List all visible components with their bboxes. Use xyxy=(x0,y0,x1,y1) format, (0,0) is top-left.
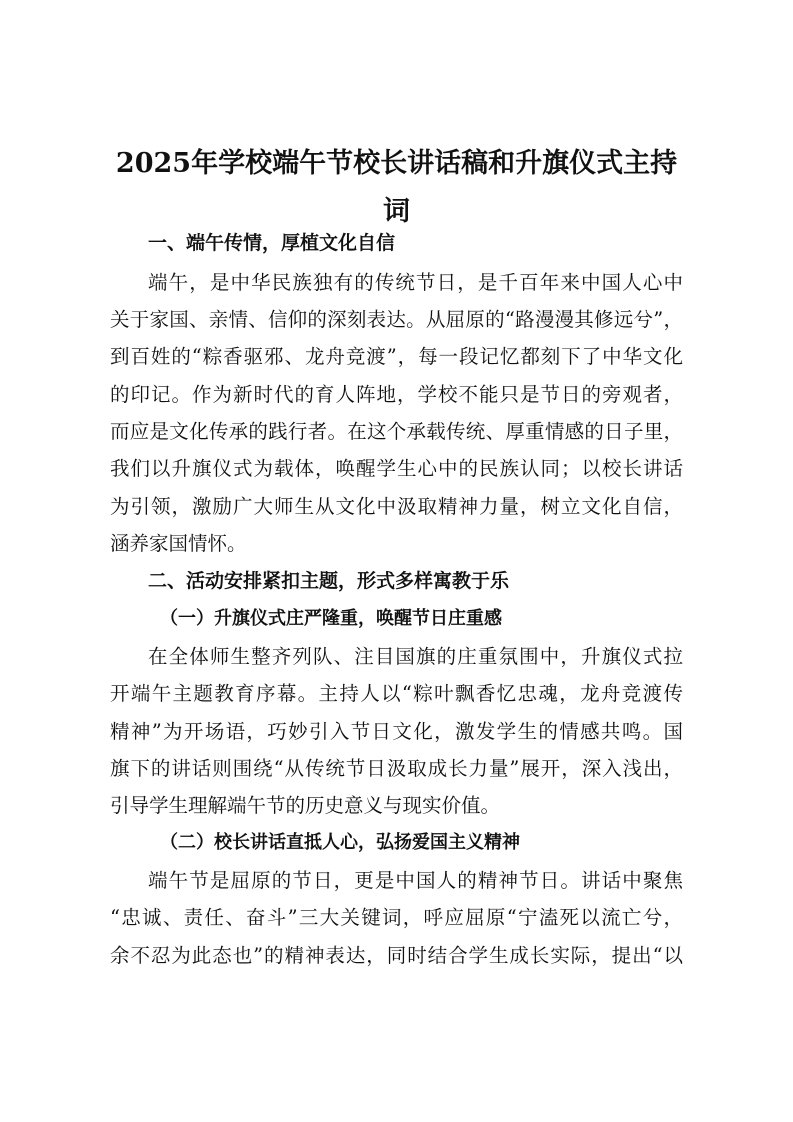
paragraph-line: 端午，是中华民族独有的传统节日，是千百年来中国人心中 xyxy=(148,271,683,294)
paragraph-line: 精神”为开场语，巧妙引入节日文化，激发学生的情感共鸣。国 xyxy=(110,720,683,743)
paragraph-line: 的印记。作为新时代的育人阵地，学校不能只是节日的旁观者， xyxy=(110,383,683,406)
paragraph-line: 端午节是屈原的节日，更是中国人的精神节日。讲话中聚焦 xyxy=(148,869,683,892)
paragraph-line: 到百姓的“粽香驱邪、龙舟竞渡”，每一段记忆都刻下了中华文化 xyxy=(110,345,683,368)
paragraph-line: 而应是文化传承的践行者。在这个承载传统、厚重情感的日子里， xyxy=(110,420,683,443)
paragraph-line: 涵养家国情怀。 xyxy=(110,532,247,555)
paragraph-line: 在全体师生整齐列队、注目国旗的庄重氛围中，升旗仪式拉 xyxy=(148,645,683,668)
document-title: 2025年学校端午节校长讲话稿和升旗仪式主持词 xyxy=(115,148,678,227)
subsection-heading-2: （二）校长讲话直抵人心，弘扬爱国主义精神 xyxy=(160,832,520,853)
paragraph-line: 开端午主题教育序幕。主持人以“粽叶飘香忆忠魂，龙舟竞渡传 xyxy=(110,682,683,705)
section-heading-1: 一、端午传情，厚植文化自信 xyxy=(148,232,396,254)
paragraph-line: 关于家国、亲情、信仰的深刻表达。从屈原的“路漫漫其修远兮”， xyxy=(110,308,683,331)
section-heading-2: 二、活动安排紧扣主题，形式多样寓教于乐 xyxy=(148,570,510,592)
subsection-heading-1: （一）升旗仪式庄严隆重，唤醒节日庄重感 xyxy=(160,608,502,629)
paragraph-line: 引导学生理解端午节的历史意义与现实价值。 xyxy=(110,794,501,817)
paragraph-line: 余不忍为此态也”的精神表达，同时结合学生成长实际，提出“以 xyxy=(110,944,683,967)
paragraph-line: 我们以升旗仪式为载体，唤醒学生心中的民族认同；以校长讲话 xyxy=(110,457,683,480)
paragraph-line: 旗下的讲话则围绕“从传统节日汲取成长力量”展开，深入浅出， xyxy=(110,757,683,780)
paragraph-line: “忠诚、责任、奋斗”三大关键词，呼应屈原“宁溘死以流亡兮， xyxy=(110,906,683,929)
paragraph-line: 为引领，激励广大师生从文化中汲取精神力量，树立文化自信， xyxy=(110,495,683,518)
